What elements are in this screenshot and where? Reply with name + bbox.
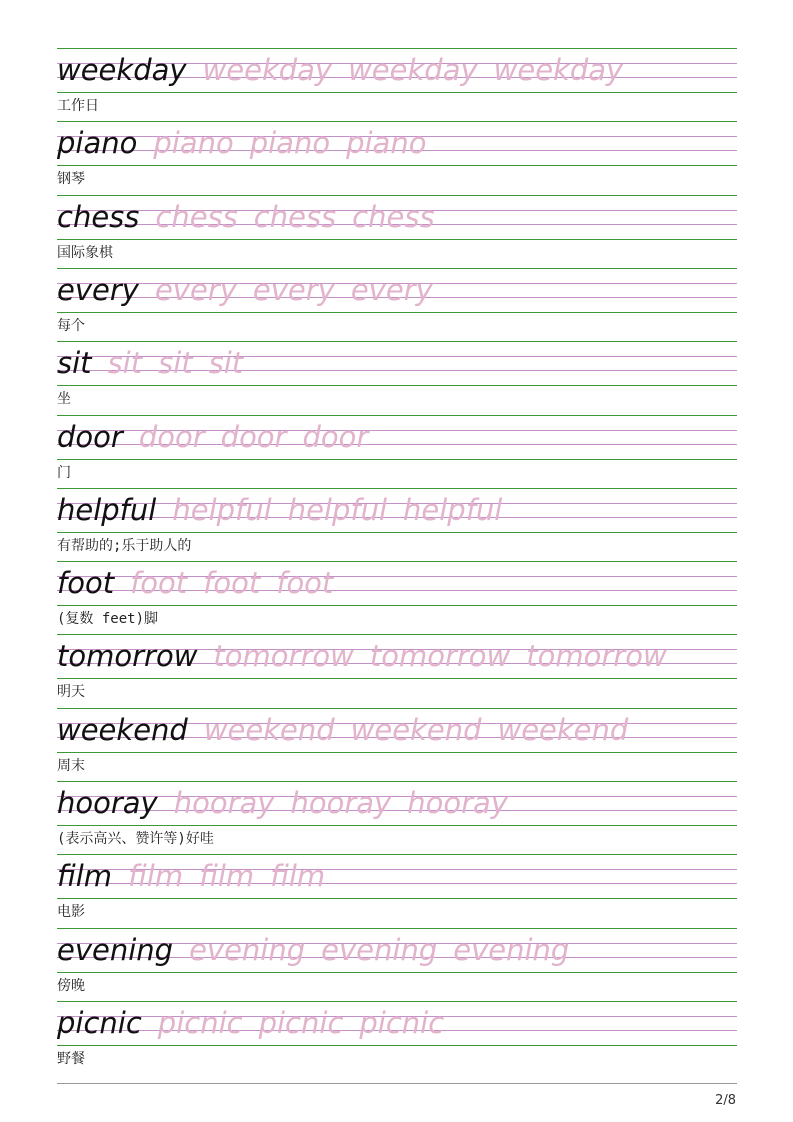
word-entry (0, 854, 793, 927)
trace-word: sit (107, 346, 143, 380)
trace-practice (155, 200, 450, 234)
word-entry (0, 1001, 793, 1074)
trace-word: sit (158, 346, 193, 380)
vocabulary-word: helpful (57, 493, 157, 527)
guide-line-top (57, 341, 737, 342)
chinese-meaning: 国际象棋 (57, 245, 113, 261)
trace-word: piano (249, 126, 331, 160)
vocabulary-word: picnic (57, 1006, 142, 1040)
vocabulary-word: film (57, 859, 113, 893)
guide-line-bottom (57, 532, 737, 533)
guide-line-top (57, 488, 737, 489)
vocabulary-word: hooray (57, 786, 158, 820)
word-line (57, 490, 518, 530)
word-entry (0, 268, 793, 341)
guide-line-top (57, 195, 737, 196)
guide-line-top (57, 634, 737, 635)
chinese-meaning: (表示高兴、赞许等)好哇 (57, 831, 214, 847)
word-line (57, 930, 585, 970)
guide-line-bottom (57, 678, 737, 679)
chinese-meaning: 有帮助的;乐于助人的 (57, 538, 192, 554)
trace-word: helpful (172, 493, 272, 527)
word-entry (0, 708, 793, 781)
vocabulary-word: tomorrow (57, 639, 198, 673)
guide-line-top (57, 928, 737, 929)
guide-line-top (57, 121, 737, 122)
trace-practice (130, 566, 349, 600)
guide-line-top (57, 1001, 737, 1002)
trace-word: piano (153, 126, 234, 160)
trace-practice (153, 126, 442, 160)
word-entry (0, 341, 793, 414)
trace-practice (213, 639, 682, 673)
trace-practice (108, 346, 260, 380)
trace-word: picnic (258, 1006, 344, 1040)
trace-word: foot (276, 566, 334, 600)
trace-word: evening (189, 933, 306, 967)
trace-word: film (199, 859, 255, 893)
trace-word: weekday (493, 53, 624, 87)
word-line (57, 123, 442, 163)
trace-word: evening (321, 933, 438, 967)
word-line (57, 856, 341, 896)
trace-practice (204, 713, 644, 747)
trace-practice (128, 859, 341, 893)
chinese-meaning: 门 (57, 465, 71, 481)
trace-word: chess (352, 200, 435, 234)
word-entry (0, 781, 793, 854)
guide-line-bottom (57, 92, 737, 93)
word-entry (0, 195, 793, 268)
word-line (57, 710, 644, 750)
trace-word: chess (155, 200, 238, 234)
word-line (57, 197, 451, 237)
guide-line-bottom (57, 605, 737, 606)
guide-line-bottom (57, 825, 737, 826)
trace-word: foot (203, 566, 261, 600)
trace-word: film (270, 859, 326, 893)
trace-word: hooray (290, 786, 392, 820)
word-entry (0, 634, 793, 707)
guide-line-bottom (57, 1045, 737, 1046)
trace-word: hooray (173, 786, 275, 820)
guide-line-bottom (57, 898, 737, 899)
vocabulary-word: chess (57, 200, 140, 234)
trace-practice (189, 933, 585, 967)
chinese-meaning: 工作日 (57, 98, 99, 114)
word-line (57, 783, 524, 823)
trace-word: helpful (403, 493, 503, 527)
vocabulary-word: door (57, 420, 123, 454)
trace-word: tomorrow (526, 639, 667, 673)
chinese-meaning: (复数 feet)脚 (57, 611, 159, 627)
trace-word: weekday (202, 53, 333, 87)
word-line (57, 50, 639, 90)
trace-word: picnic (359, 1006, 445, 1040)
word-line (57, 1003, 460, 1043)
guide-line-bottom (57, 752, 737, 753)
trace-practice (158, 1006, 460, 1040)
trace-word: helpful (287, 493, 388, 527)
vocabulary-word: weekend (57, 713, 188, 747)
guide-line-top (57, 48, 737, 49)
trace-practice (203, 53, 640, 87)
trace-word: chess (253, 200, 337, 234)
word-entry (0, 121, 793, 194)
trace-word: every (252, 273, 335, 307)
trace-word: weekend (350, 713, 482, 747)
word-entry (0, 488, 793, 561)
guide-line-bottom (57, 459, 737, 460)
page-number: 2/8 (715, 1093, 736, 1108)
guide-line-bottom (57, 312, 737, 313)
word-line (57, 563, 349, 603)
chinese-meaning: 钢琴 (57, 171, 85, 187)
vocabulary-word: sit (57, 346, 92, 380)
trace-word: tomorrow (213, 639, 354, 673)
trace-word: foot (130, 566, 188, 600)
trace-word: picnic (157, 1006, 243, 1040)
trace-word: door (220, 420, 287, 454)
trace-word: every (154, 273, 237, 307)
vocabulary-word: piano (57, 126, 138, 160)
guide-line-bottom (57, 972, 737, 973)
word-line (57, 343, 259, 383)
guide-line-bottom (57, 165, 737, 166)
vocabulary-word: every (57, 273, 139, 307)
trace-word: weekday (348, 53, 478, 87)
trace-word: door (302, 420, 369, 454)
footer-rule (57, 1083, 737, 1084)
word-entry (0, 48, 793, 121)
chinese-meaning: 坐 (57, 391, 71, 407)
guide-line-top (57, 415, 737, 416)
word-line (57, 636, 683, 676)
trace-word: evening (453, 933, 570, 967)
guide-line-bottom (57, 385, 737, 386)
guide-line-top (57, 781, 737, 782)
trace-practice (155, 273, 449, 307)
trace-word: hooray (407, 786, 508, 820)
guide-line-top (57, 708, 737, 709)
guide-line-top (57, 561, 737, 562)
chinese-meaning: 每个 (57, 318, 85, 334)
trace-word: piano (346, 126, 427, 160)
trace-word: sit (208, 346, 244, 380)
vocabulary-word: foot (57, 566, 115, 600)
chinese-meaning: 周末 (57, 758, 85, 774)
trace-word: tomorrow (369, 639, 511, 673)
trace-word: every (350, 273, 433, 307)
vocabulary-word: weekday (57, 53, 187, 87)
chinese-meaning: 明天 (57, 684, 85, 700)
guide-line-top (57, 268, 737, 269)
word-entry (0, 928, 793, 1001)
chinese-meaning: 电影 (57, 904, 85, 920)
chinese-meaning: 野餐 (57, 1051, 85, 1067)
word-line (57, 270, 449, 310)
chinese-meaning: 傍晚 (57, 978, 85, 994)
guide-line-top (57, 854, 737, 855)
word-entry (0, 561, 793, 634)
trace-practice (139, 420, 384, 454)
word-line (57, 417, 384, 457)
trace-practice (174, 786, 524, 820)
trace-word: weekend (203, 713, 335, 747)
word-entry (0, 415, 793, 488)
trace-practice (172, 493, 518, 527)
vocabulary-word: evening (57, 933, 174, 967)
trace-word: door (138, 420, 205, 454)
trace-word: film (128, 859, 184, 893)
guide-line-bottom (57, 239, 737, 240)
trace-word: weekend (497, 713, 629, 747)
